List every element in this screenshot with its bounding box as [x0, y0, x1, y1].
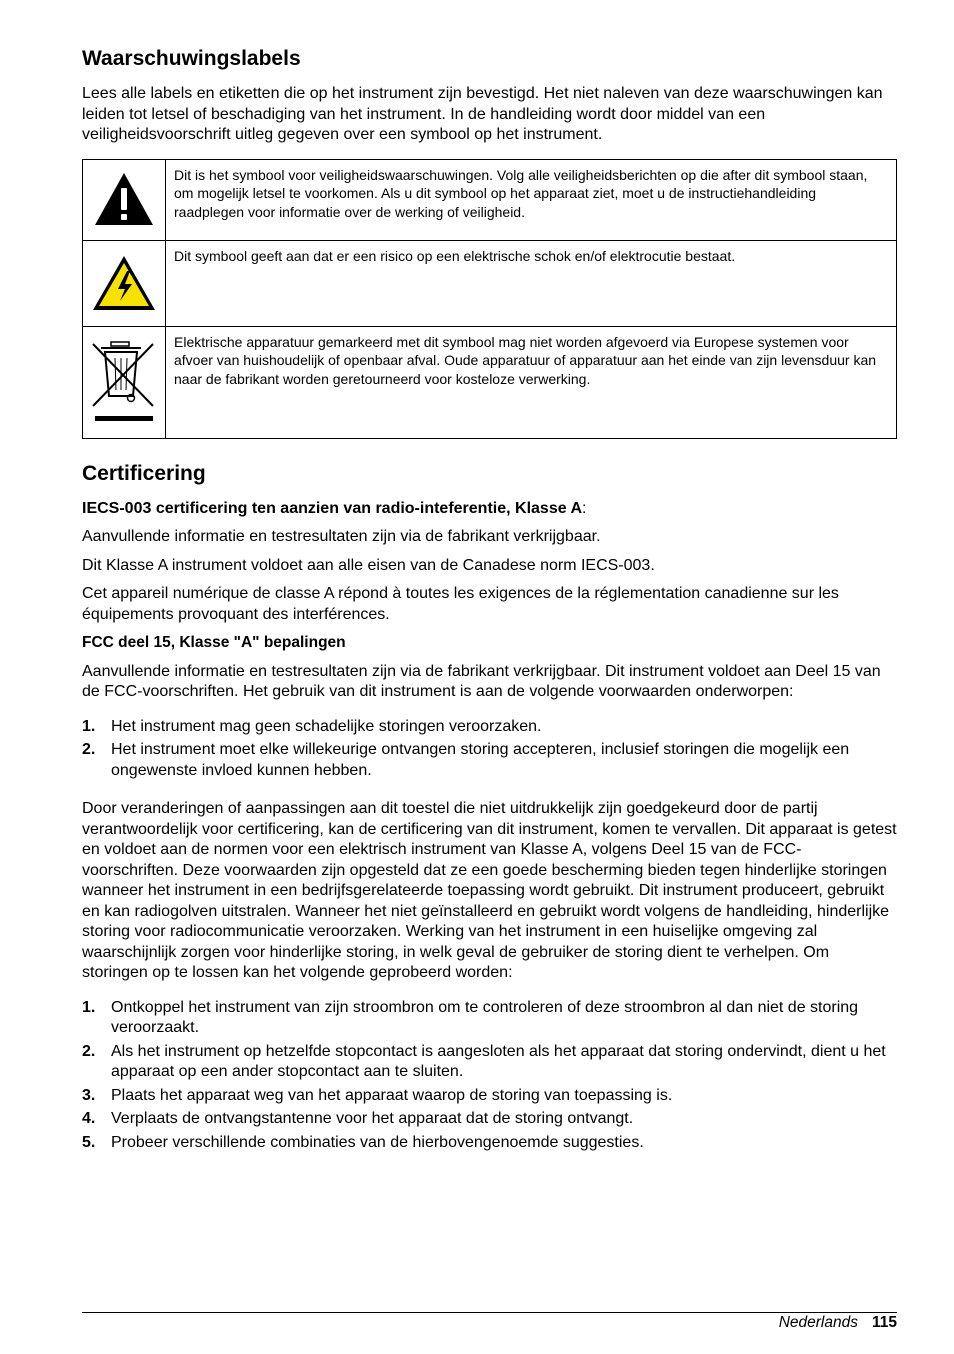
iecs-heading-colon: : — [582, 499, 587, 517]
list-item-number: 4. — [82, 1110, 96, 1127]
iecs-paragraph-1: Aanvullende informatie en testresultaten zijn via de fabrikant verkrijgbaar. — [82, 528, 601, 545]
footer-language: Nederlands — [778, 1314, 858, 1331]
list-item-number: 5. — [82, 1133, 96, 1151]
section-title-warning-labels: Waarschuwingslabels — [82, 47, 301, 70]
footer-divider — [82, 1312, 897, 1313]
list-item-number: 2. — [82, 1042, 96, 1060]
list-item-text: Het instrument mag geen schadelijke storingen veroorzaken. — [111, 717, 542, 735]
section-title-certification: Certificering — [82, 461, 206, 485]
warning-labels-intro: Lees alle labels en etiketten die op het instrument zijn bevestigd. Het niet naleven van deze waarschuwingen kan leiden tot letsel of beschadiging van het instrument. In de handleiding wordt door middel van een veiligheidsvoorschrift uitleg gegeven over een symbool op het instrument. — [82, 85, 883, 143]
list-item — [82, 1133, 897, 1154]
icon-cell — [83, 159, 166, 240]
iecs-paragraph-2: Dit Klasse A instrument voldoet aan alle eisen van de Canadese norm IECS-003. — [82, 556, 655, 574]
label-description: Dit is het symbool voor veiligheidswaarschuwingen. Volg alle veiligheidsberichten op die after dit symbool staan, om mogelijk letsel te voorkomen. Als u dit symbool op het apparaat ziet, moet u de instructiehandleiding raadplegen voor informatie over de werking of veiligheid. — [166, 159, 897, 240]
list-item-text: Als het instrument op hetzelfde stopcontact is aangesloten als het apparaat dat storing ondervindt, dient u het apparaat op een ander stopcontact aan te sluiten. — [111, 1042, 886, 1080]
table-row — [83, 326, 897, 438]
fcc-body: Door veranderingen of aanpassingen aan dit toestel die niet uitdrukkelijk zijn goedgekeurd door de partij verantwoordelijk voor certificering, kan de certificering van dit instrument, komen te vervallen. Dit apparaat is getest en voldoet aan de normen voor een elektrisch instrument van Klasse A, volgens Deel 15 van de FCC-voorschriften. Deze voorwaarden zijn opgesteld dat ze een goede bescherming bieden tegen hinderlijke storingen wanneer het instrument in een bedrijfsgerelateerde toepassing wordt gebruikt. Dit instrument produceert, gebruikt en kan radiogolven uitstralen. Wanneer het niet geïnstalleerd en gebruikt wordt volgens de handleiding, hinderlijke storing voor radiocommunicatie veroorzaken. Werking van het instrument in een huiselijke omgeving zal waarschijnlijk zorgen voor hinderlijke storing, in welk geval de gebruiker de storing dient te verhelpen. Om storingen op te lossen kan het volgende geprobeerd worden: — [82, 800, 897, 981]
list-item-number: 1. — [82, 717, 96, 735]
iecs-heading — [82, 499, 897, 520]
list-item-text: Het instrument moet elke willekeurige ontvangen storing accepteren, inclusief storingen die mogelijk een ongewenste invloed kunnen hebben. — [111, 741, 850, 779]
warning-labels-table — [82, 159, 897, 439]
list-item — [82, 1042, 897, 1083]
list-item-text: Probeer verschillende combinaties van de hierbovengenoemde suggesties. — [111, 1133, 644, 1151]
table-row — [83, 159, 897, 240]
list-item — [82, 1109, 897, 1130]
list-item-text: Ontkoppel het instrument van zijn stroombron om te controleren of deze stroombron al dan niet de storing veroorzaakt. — [111, 998, 859, 1036]
list-item — [82, 998, 897, 1039]
icon-cell — [83, 240, 166, 326]
label-description: Elektrische apparatuur gemarkeerd met dit symbool mag niet worden afgevoerd via Europese systemen voor afvoer van huishoudelijk of openbaar afval. Oude apparatuur of apparatuur aan het einde van zijn levensduur kan naar de fabrikant worden geretourneerd voor kosteloze verwerking. — [166, 326, 897, 438]
fcc-heading: FCC deel 15, Klasse "A" bepalingen — [82, 634, 346, 651]
fcc-conditions-list — [82, 717, 897, 782]
crossed-out-bin-icon — [89, 340, 159, 424]
list-item-number: 3. — [82, 1086, 96, 1104]
list-item — [82, 740, 897, 781]
list-item-text: Verplaats de ontvangstantenne voor het apparaat dat de storing ontvangt. — [111, 1110, 634, 1127]
page-number: 115 — [871, 1314, 897, 1331]
list-item-number: 2. — [82, 741, 96, 758]
table-row — [83, 240, 897, 326]
page-content — [82, 46, 897, 1171]
iecs-heading-text: IECS-003 certificering ten aanzien van radio-inteferentie, Klasse A — [82, 499, 583, 517]
electric-shock-icon — [91, 254, 157, 312]
list-item — [82, 1086, 897, 1107]
icon-cell — [83, 326, 166, 438]
list-item-text: Plaats het apparaat weg van het apparaat waarop de storing van toepassing is. — [111, 1086, 673, 1104]
fcc-intro: Aanvullende informatie en testresultaten zijn via de fabrikant verkrijgbaar. Dit instrument voldoet aan Deel 15 van de FCC-voorschriften. Het gebruik van dit instrument is aan de volgende voorwaarden onderworpen: — [82, 662, 881, 700]
list-item-number: 1. — [82, 998, 96, 1016]
warning-triangle-icon — [93, 171, 155, 227]
fcc-remedies-list — [82, 998, 897, 1154]
page-footer — [779, 1313, 897, 1333]
label-description: Dit symbool geeft aan dat er een risico op een elektrische schok en/of elektrocutie bestaat. — [166, 240, 897, 326]
list-item — [82, 717, 897, 738]
iecs-paragraph-3: Cet appareil numérique de classe A répond à toutes les exigences de la réglementation canadienne sur les équipements provoquant des interférences. — [82, 585, 839, 623]
